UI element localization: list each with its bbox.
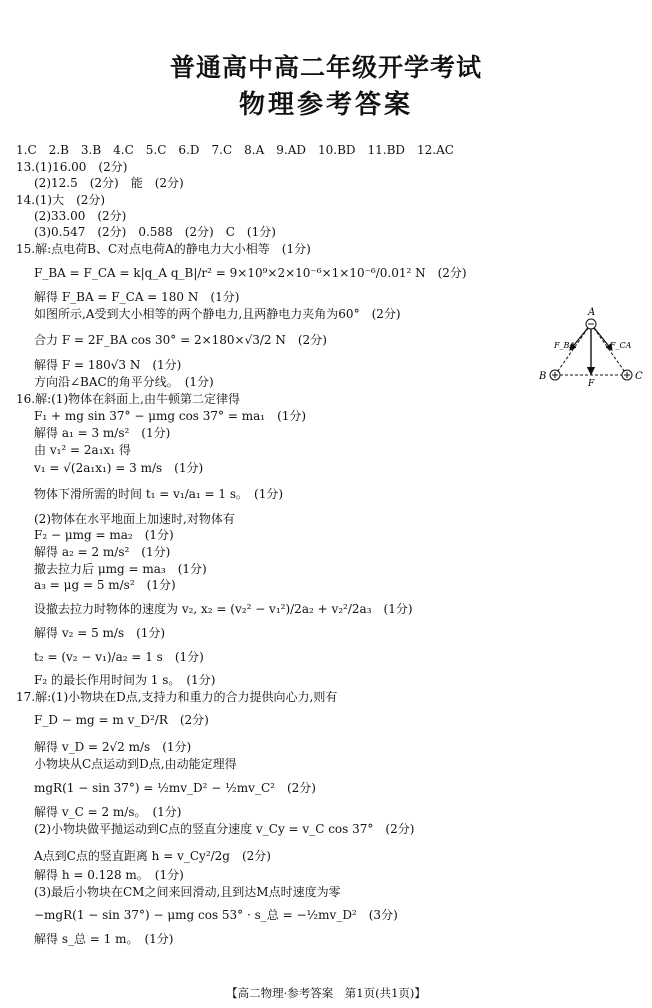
answer-line-16: 解得 a₁ = 3 m/s² (1分) bbox=[34, 426, 171, 440]
answer-line-20: (2)物体在水平地面上加速时,对物体有 bbox=[34, 512, 235, 526]
answer-line-18: v₁ = √(2a₁x₁) = 3 m/s (1分) bbox=[34, 461, 204, 475]
answer-line-1: 1.C 2.B 3.B 4.C 5.C 6.D 7.C 8.A 9.AD 10.BD 11.BD 12.AC bbox=[16, 143, 454, 157]
answer-line-15: F₁ + mg sin 37° − μmg cos 37° = ma₁ (1分) bbox=[34, 409, 307, 423]
answer-line-12: 解得 F = 180√3 N (1分) bbox=[34, 358, 182, 372]
answer-line-17: 由 v₁² = 2a₁x₁ 得 bbox=[34, 443, 131, 457]
answer-line-23: 撤去拉力后 μmg = ma₃ (1分) bbox=[34, 562, 207, 576]
answer-line-35: (2)小物块做平抛运动到C点的竖直分速度 v_Cy = v_C cos 37° (2分) bbox=[34, 822, 415, 836]
answer-line-3: (2)12.5 (2分) 能 (2分) bbox=[34, 176, 184, 190]
answer-line-40: 解得 s_总 = 1 m。 (1分) bbox=[34, 932, 174, 946]
answer-line-28: F₂ 的最长作用时间为 1 s。 (1分) bbox=[34, 673, 216, 687]
answer-line-6: (3)0.547 (2分) 0.588 (2分) C (1分) bbox=[34, 225, 276, 239]
answer-line-38: (3)最后小物块在CM之间来回滑动,且到达M点时速度为零 bbox=[34, 885, 341, 899]
answer-line-9: 解得 F_BA = F_CA = 180 N (1分) bbox=[34, 290, 240, 304]
answer-line-11: 合力 F = 2F_BA cos 30° = 2×180×√3/2 N (2分) bbox=[34, 333, 327, 347]
answer-line-26: 解得 v₂ = 5 m/s (1分) bbox=[34, 626, 166, 640]
answer-line-25: 设撤去拉力时物体的速度为 v₂, x₂ = (v₂² − v₁²)/2a₂ + v₂²/2a₃ (1分) bbox=[34, 602, 413, 616]
label-b: B bbox=[539, 371, 547, 382]
answer-line-39: −mgR(1 − sin 37°) − μmg cos 53° · s_总 = −½mv_D² (3分) bbox=[34, 908, 398, 922]
answer-line-33: mgR(1 − sin 37°) = ½mv_D² − ½mv_C² (2分) bbox=[34, 781, 316, 795]
answer-line-4: 14.(1)大 (2分) bbox=[16, 193, 106, 207]
answer-line-7: 15.解:点电荷B、C对点电荷A的静电力大小相等 (1分) bbox=[16, 242, 311, 256]
charge-force-diagram bbox=[536, 304, 646, 388]
answer-line-8: F_BA = F_CA = k|q_A q_B|/r² = 9×10⁹×2×10⁻⁶×1×10⁻⁶/0.01² N (2分) bbox=[34, 266, 467, 280]
answer-line-21: F₂ − μmg = ma₂ (1分) bbox=[34, 528, 174, 542]
answer-line-37: 解得 h = 0.128 m。 (1分) bbox=[34, 868, 184, 882]
answer-line-29: 17.解:(1)小物块在D点,支持力和重力的合力提供向心力,则有 bbox=[16, 690, 338, 704]
label-a: A bbox=[588, 307, 596, 318]
answer-line-34: 解得 v_C = 2 m/s。 (1分) bbox=[34, 805, 182, 819]
answer-line-13: 方向沿∠BAC的角平分线。 (1分) bbox=[34, 375, 214, 389]
label-c: C bbox=[635, 371, 643, 382]
answer-line-14: 16.解:(1)物体在斜面上,由牛顿第二定律得 bbox=[16, 392, 240, 406]
answer-line-19: 物体下滑所需的时间 t₁ = v₁/a₁ = 1 s。 (1分) bbox=[34, 487, 284, 501]
label-f: F bbox=[588, 379, 595, 388]
answer-line-24: a₃ = μg = 5 m/s² (1分) bbox=[34, 578, 176, 592]
answer-line-22: 解得 a₂ = 2 m/s² (1分) bbox=[34, 545, 171, 559]
answer-line-30: F_D − mg = m v_D²/R (2分) bbox=[34, 713, 209, 727]
answer-line-31: 解得 v_D = 2√2 m/s (1分) bbox=[34, 740, 192, 754]
page-footer: 【高二物理·参考答案 第1页(共1页)】 bbox=[226, 986, 426, 1000]
label-fba: F_BA bbox=[554, 341, 576, 350]
answer-line-36: A点到C点的竖直距离 h = v_Cy²/2g (2分) bbox=[34, 849, 271, 863]
answer-line-32: 小物块从C点运动到D点,由动能定理得 bbox=[34, 757, 237, 771]
answer-line-5: (2)33.00 (2分) bbox=[34, 209, 127, 223]
answer-line-2: 13.(1)16.00 (2分) bbox=[16, 160, 128, 174]
label-fca: F_CA bbox=[610, 341, 632, 350]
answer-line-10: 如图所示,A受到大小相等的两个静电力,且两静电力夹角为60° (2分) bbox=[34, 307, 401, 321]
answer-line-27: t₂ = (v₂ − v₁)/a₂ = 1 s (1分) bbox=[34, 650, 204, 664]
document-title: 普通高中高二年级开学考试 bbox=[169, 53, 482, 82]
document-subtitle: 物理参考答案 bbox=[238, 90, 413, 120]
